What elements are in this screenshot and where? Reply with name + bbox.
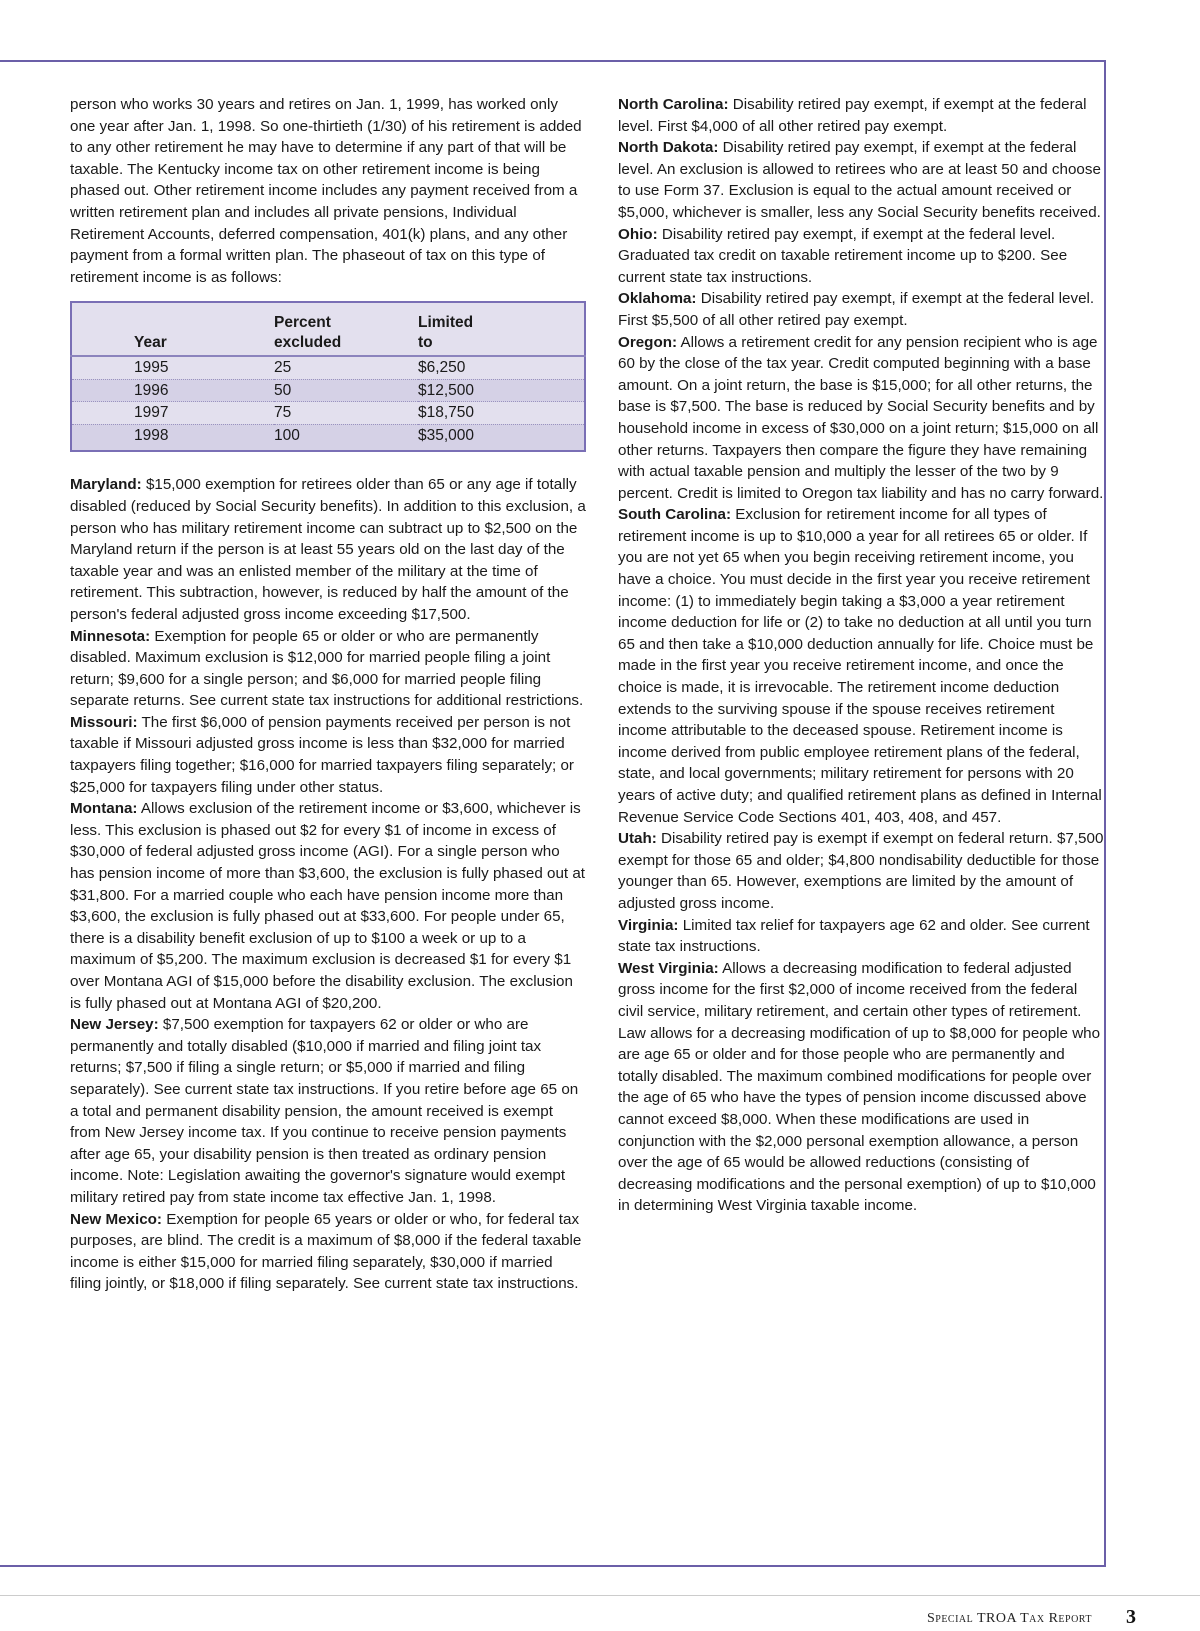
table-cell-year: 1998 [71, 424, 274, 451]
footer-report-title: Special TROA Tax Report [926, 1611, 1092, 1626]
state-name: Montana: [70, 800, 138, 818]
state-entry-oregon [618, 332, 1104, 505]
state-text: Allows exclusion of the retirement income or $3,600, whichever is less. This exclusion is phased out $2 for every $1 of income in excess of $30,000 of federal adjusted gross income (AGI). For a single person who has pension income of more than $3,600, the exclusion is fully phased out at $31,800. For a married couple who each have pension income more than $3,600, the exclusion is fully phased out at $33,600. For people under 65, there is a disability benefit exclusion of up to $100 a week or up to a maximum of $5,200. The maximum exclusion is decreased $1 for every $1 over Montana AGI of $15,000 before the disability exclusion. The exclusion is fully phased out at Montana AGI of $20,200. [70, 800, 586, 1012]
state-entry-south-carolina [618, 504, 1104, 828]
state-entry-new-jersey [70, 1014, 586, 1208]
state-text: Exemption for people 65 or older or who are permanently disabled. Maximum exclusion is $12,000 for married people filing a joint return; $9,600 for a single person; and $6,000 for married people filing separate returns. See current state tax instructions for additional restrictions. [70, 627, 584, 710]
state-text: Disability retired pay exempt, if exempt at the federal level. First $5,500 of all other retired pay exempt. [618, 290, 1095, 329]
state-name: New Jersey: [70, 1016, 159, 1034]
state-name: North Carolina: [618, 96, 729, 113]
state-entry-new-mexico [70, 1209, 586, 1295]
table-header-limited: Limited to [418, 314, 474, 352]
frame-bottom-rule [0, 1565, 1106, 1567]
state-name: Minnesota: [70, 627, 151, 645]
state-text: Disability retired pay exempt, if exempt at the federal level. First $4,000 of all other retired pay exempt. [618, 96, 1087, 135]
table-cell-limit: $18,750 [418, 402, 585, 425]
state-name: Oregon: [618, 333, 678, 351]
table-cell-percent: 25 [274, 356, 418, 379]
table-row [71, 402, 585, 425]
table-cell-year: 1995 [71, 356, 274, 379]
state-entry-oklahoma [618, 288, 1104, 331]
frame-right-rule [1104, 60, 1106, 1565]
table-cell-percent: 50 [274, 379, 418, 402]
state-name: West Virginia: [618, 959, 719, 977]
right-column [618, 94, 1104, 1217]
state-entry-north-carolina [618, 94, 1104, 137]
state-name: Maryland: [70, 476, 142, 494]
intro-paragraph: person who works 30 years and retires on Jan. 1, 1999, has worked only one year after Jan. 1, 1998. So one-thirtieth (1/30) of his retirement is added to any other retirement he may have to determine if any part of that will be taxable. The Kentucky income tax on other retirement income is being phased out. Other retirement income includes any payment received from a written retirement plan and includes all private pensions, Individual Retirement Accounts, deferred compensation, 401(k) plans, and any other payment from a formal written plan. The phaseout of tax on this type of retirement income is as follows: [70, 96, 582, 286]
table-header-year: Year [134, 334, 167, 352]
state-name: Oklahoma: [618, 290, 697, 308]
state-entry-maryland [70, 474, 586, 625]
table-cell-limit: $12,500 [418, 379, 585, 402]
phaseout-table [70, 301, 586, 452]
left-column [70, 94, 586, 1295]
bottom-edge-rule [0, 1595, 1200, 1596]
table-cell-percent: 100 [274, 424, 418, 451]
table-cell-limit: $6,250 [418, 356, 585, 379]
page-number: 3 [1126, 1606, 1136, 1628]
table-header-percent: Percent excluded [274, 314, 342, 352]
state-text: Exemption for people 65 years or older or who, for federal tax purposes, are blind. The credit is a maximum of $8,000 if the federal taxable income is either $15,000 for married filing separately, $30,000 if married filing jointly, or $18,000 if filing separately. See current state tax instructions. [70, 1210, 582, 1293]
table-row [71, 356, 585, 379]
state-name: New Mexico: [70, 1210, 162, 1228]
state-name: Virginia: [618, 916, 679, 934]
state-entry-north-dakota [618, 137, 1104, 223]
state-text: Exclusion for retirement income for all types of retirement income is up to $10,000 a year for all retirees 65 or older. If you are not yet 65 when you begin receiving retirement income, you have a choice. You must decide in the first year you receive retirement income: (1) to immediately begin taking a $3,000 a year retirement income deduction for life or (2) to take no deduction at all until you turn 65 and then take a $10,000 deduction annually for life. Choice must be made in the first year you receive retirement income, and once the choice is made, it is irrevocable. The retirement income deduction extends to the surviving spouse if the spouse receives retirement income attributable to the deceased spouse. Retirement income is income derived from public employee retirement plans of the federal, state, and local governments; military retirement for persons with 20 years of active duty; and qualified retirement plans as defined in Internal Revenue Service Code Sections 401, 403, 408, and 457. [618, 506, 1102, 826]
state-text: Allows a decreasing modification to federal adjusted gross income for the first $2,000 of income received from the federal civil service, military retirement, and certain other types of retirement. Law allows for a decreasing modification of up to $8,000 for people who are age 65 or older and for those people who are permanently and totally disabled. The maximum combined modifications for people over the age of 65 who have the types of pension income discussed above cannot exceed $8,000. When these modifications are used in conjunction with the $2,000 personal exemption allowance, a person over the age of 65 would be allowed reductions (consisting of decreasing modifications and the personal exemption) of up to $10,000 in determining West Virginia taxable income. [618, 959, 1101, 1215]
state-entry-virginia [618, 915, 1104, 958]
state-text: Disability retired pay exempt, if exempt at the federal level. Graduated tax credit on taxable retirement income up to $200. See current state tax instructions. [618, 225, 1068, 286]
state-entry-west-virginia [618, 958, 1104, 1217]
state-name: North Dakota: [618, 139, 719, 157]
state-entry-missouri [70, 712, 586, 798]
state-entry-utah [618, 828, 1104, 914]
state-text: Disability retired pay exempt, if exempt at the federal level. An exclusion is allowed to retirees who are at least 50 and choose to use Form 37. Exclusion is equal to the actual amount received or $5,000, whichever is smaller, less any Social Security benefits received. [618, 139, 1101, 221]
state-text: $7,500 exemption for taxpayers 62 or older or who are permanently and totally disabled ($10,000 if married and filing joint tax returns; $7,500 if filing a single return; or $5,000 if married and filing separately). See current state tax instructions. If you retire before age 65 on a total and permanent disability pension, the amount received is exempt from New Jersey income tax. If you continue to receive pension payments after age 65, your disability pension is then treated as ordinary pension income. Note: Legislation awaiting the governor's signature would exempt military retired pay from state income tax effective Jan. 1, 1998. [70, 1016, 579, 1206]
state-entry-minnesota [70, 626, 586, 712]
state-name: Missouri: [70, 713, 138, 731]
table-row [71, 379, 585, 402]
state-text: Disability retired pay is exempt if exempt on federal return. $7,500 exempt for those 65 and older; $4,800 nondisability deductible for those younger than 65. However, exemptions are limited by the amount of adjusted gross income. [618, 830, 1104, 912]
state-name: Utah: [618, 830, 657, 848]
state-name: South Carolina: [618, 506, 732, 524]
table-cell-limit: $35,000 [418, 424, 585, 451]
table-cell-year: 1996 [71, 379, 274, 402]
state-text: $15,000 exemption for retirees older than 65 or any age if totally disabled (reduced by Social Security benefits). In addition to this exclusion, a person who has military retirement income can subtract up to $2,500 on the Maryland return if the person is at least 55 years old on the last day of the taxable year and was an enlisted member of the military at the time of retirement. This subtraction, however, is reduced by half the amount of the person's federal adjusted gross income exceeding $17,500. [70, 476, 586, 623]
state-text: Allows a retirement credit for any pension recipient who is age 60 by the close of the tax year. Credit computed beginning with a base amount. On a joint return, the base is $15,000; for all other returns, the base is $7,500. The base is reduced by Social Security benefits and by household income in excess of $30,000 on a joint return; $15,000 on all other returns. Taxpayers then compare the figure they have remaining with actual taxable pension and multiply the lesser of the two by 9 percent. Credit is limited to Oregon tax liability and has no carry forward. [618, 333, 1104, 502]
table-cell-percent: 75 [274, 402, 418, 425]
frame-top-rule [0, 60, 1104, 62]
state-entry-ohio [618, 224, 1104, 289]
state-text: The first $6,000 of pension payments received per person is not taxable if Missouri adjusted gross income is less than $32,000 for married taxpayers filing together; $16,000 for married taxpayers filing separately; or $25,000 for taxpayers filing under other status. [70, 713, 574, 796]
table-row [71, 424, 585, 451]
state-name: Ohio: [618, 225, 658, 243]
state-text: Limited tax relief for taxpayers age 62 and older. See current state tax instructions. [618, 916, 1090, 956]
state-entry-montana [70, 798, 586, 1014]
table-cell-year: 1997 [71, 402, 274, 425]
